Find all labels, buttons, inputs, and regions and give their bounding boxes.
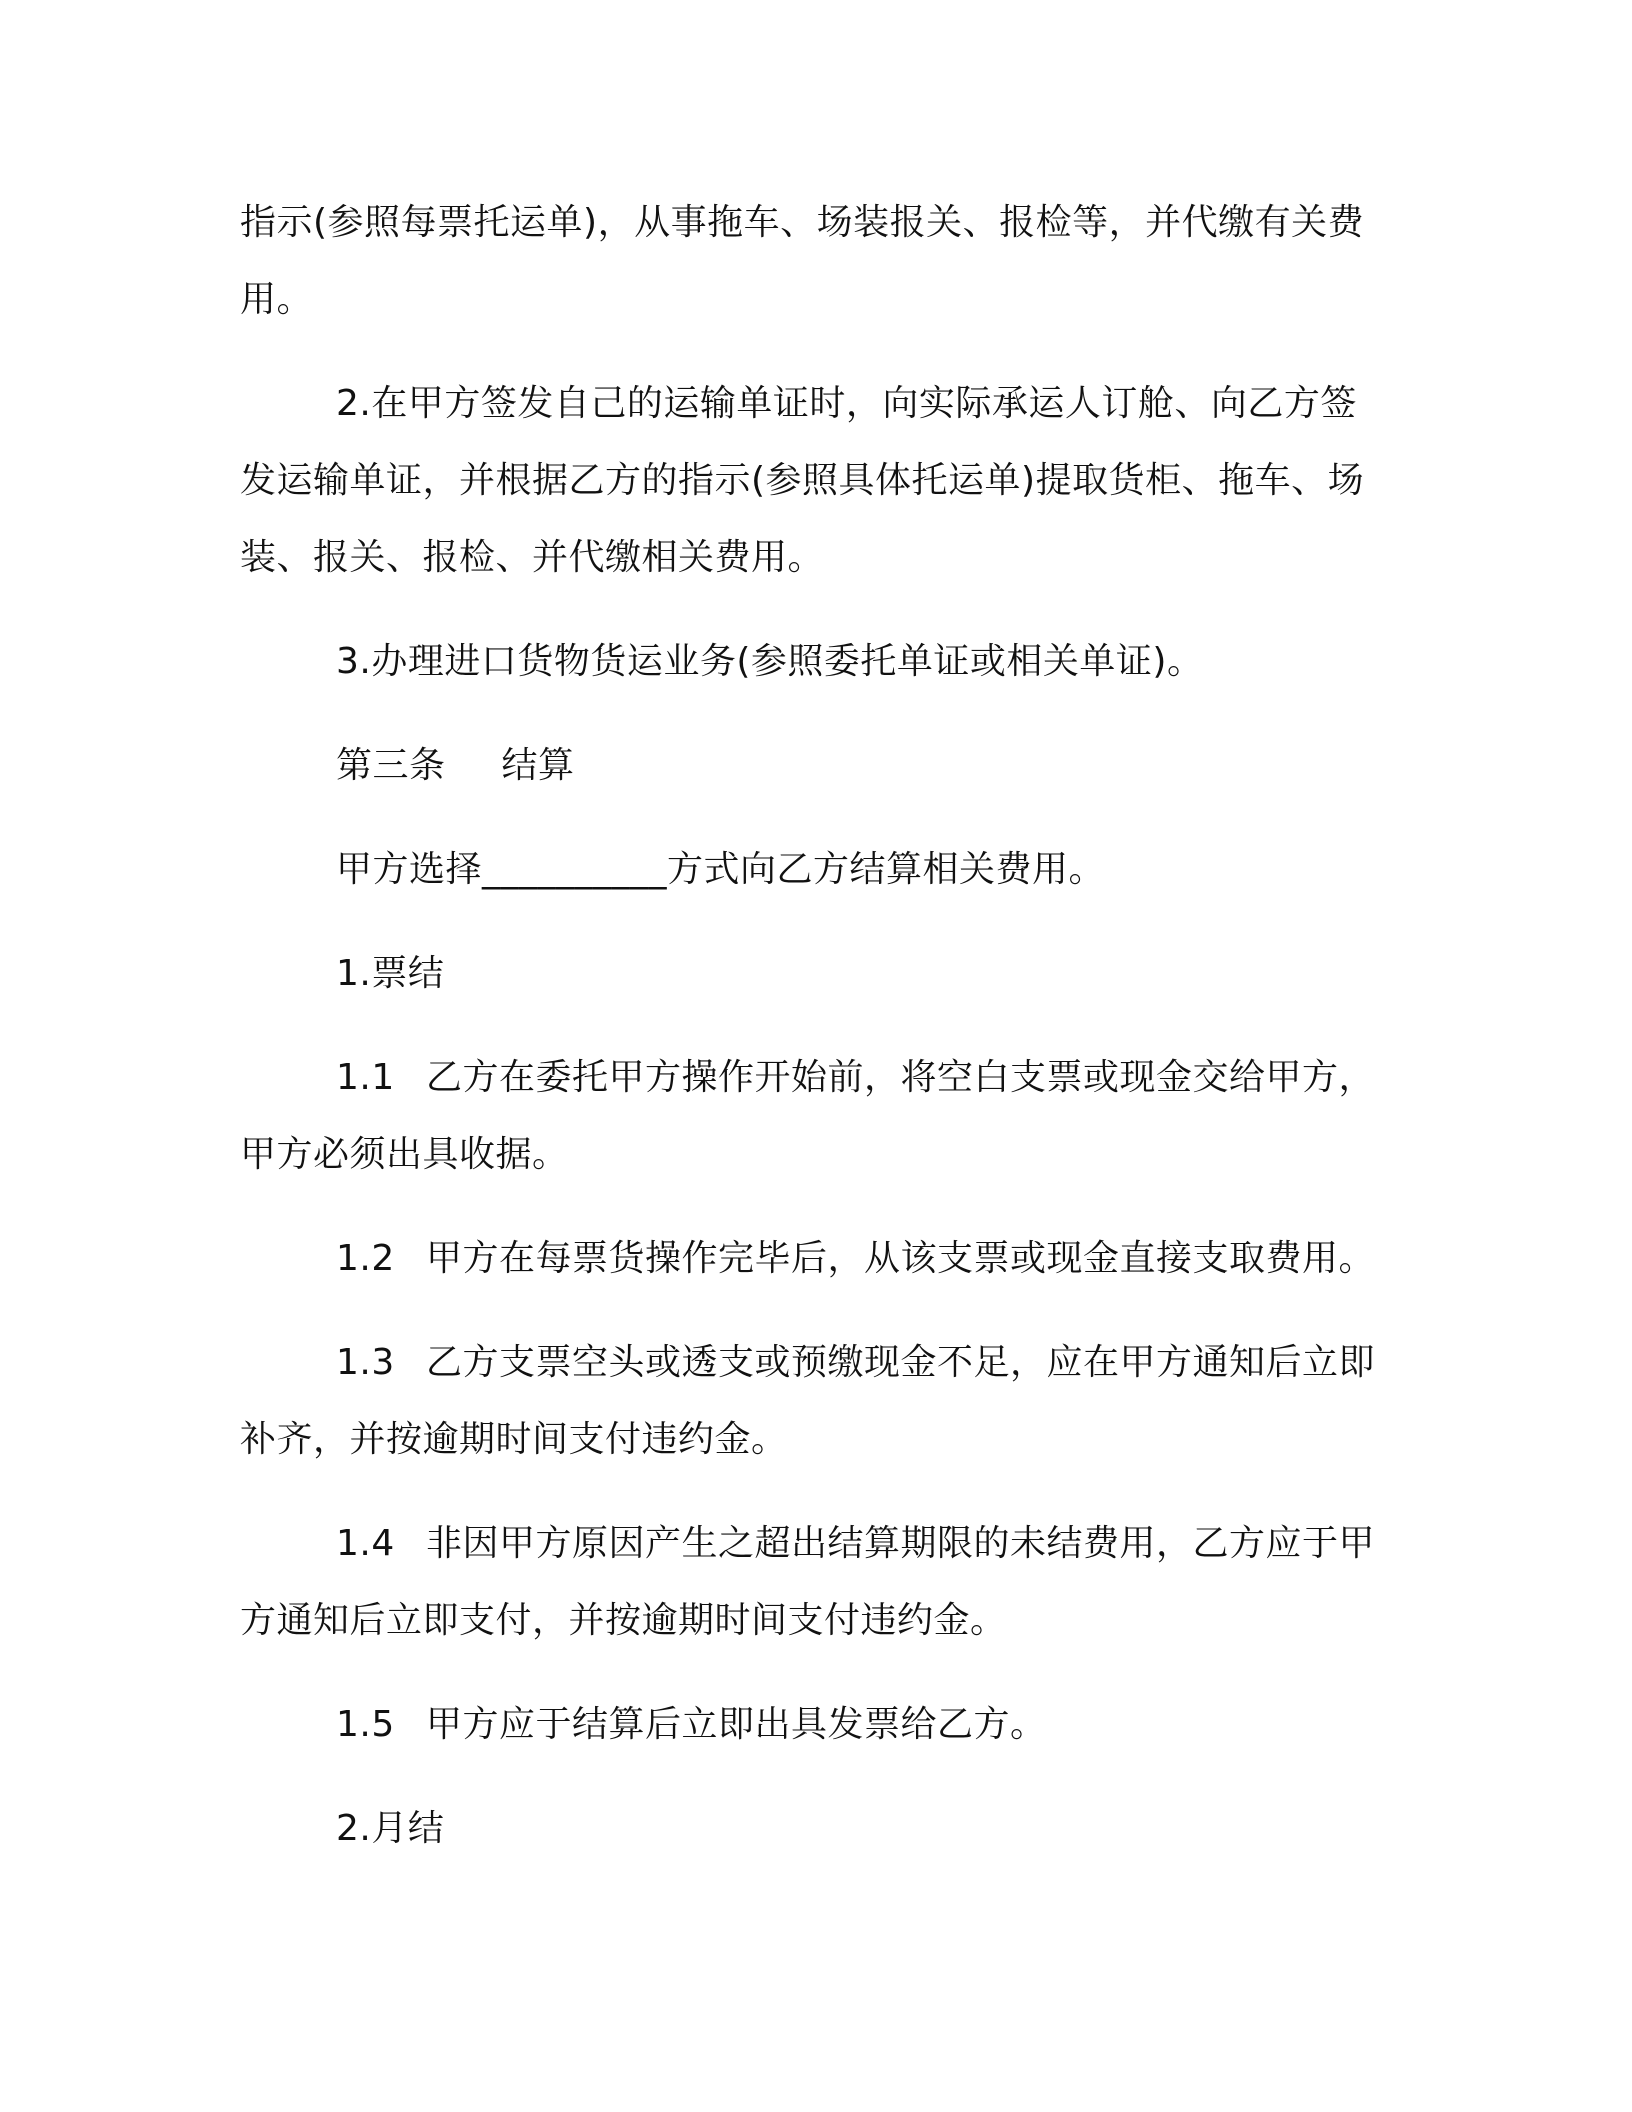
- clause-1-5: [240, 1686, 1380, 1763]
- clause-number: 1.3: [336, 1342, 395, 1383]
- settlement-intro: [240, 831, 1380, 908]
- settlement-method-blank: __________: [482, 849, 668, 890]
- clause-text: 甲方应于结算后立即出具发票给乙方。: [426, 1704, 1047, 1745]
- settlement-intro-before: 甲方选择: [336, 849, 483, 890]
- clause-text: 乙方支票空头或透支或预缴现金不足，应在甲方通知后立即补齐，并按逾期时间支付违约金。: [240, 1342, 1376, 1460]
- section-title-ticket-settlement: 1.票结: [336, 953, 445, 994]
- paragraph-continuation: 指示(参照每票托运单)，从事拖车、场装报关、报检等，并代缴有关费用。: [240, 202, 1365, 320]
- article-number: 第三条: [336, 745, 446, 786]
- clause-text: 非因甲方原因产生之超出结算期限的未结费用，乙方应于甲方通知后立即支付，并按逾期时间支付违约金。: [240, 1523, 1376, 1641]
- clause-1-2: [240, 1220, 1380, 1297]
- paragraph-item-3: 3.办理进口货物货运业务(参照委托单证或相关单证)。: [336, 641, 1204, 682]
- settlement-intro-after: 方式向乙方结算相关费用。: [667, 849, 1106, 890]
- clause-text: 甲方在每票货操作完毕后，从该支票或现金直接支取费用。: [426, 1238, 1376, 1279]
- clause-number: 1.2: [336, 1238, 395, 1279]
- clause-1-1: [240, 1039, 1380, 1193]
- clause-number: 1.1: [336, 1057, 395, 1098]
- document-body: [240, 184, 1380, 1867]
- section-title-monthly-settlement: 2.月结: [336, 1808, 445, 1849]
- clause-text: 乙方在委托甲方操作开始前，将空白支票或现金交给甲方，甲方必须出具收据。: [240, 1057, 1376, 1175]
- article-title: 结算: [501, 745, 575, 786]
- clause-1-3: [240, 1324, 1380, 1478]
- paragraph-item-2: 2.在甲方签发自己的运输单证时，向实际承运人订舱、向乙方签发运输单证，并根据乙方的指示(参照具体托运单)提取货柜、拖车、场装、报关、报检、并代缴相关费用。: [240, 383, 1365, 578]
- clause-number: 1.5: [336, 1704, 395, 1745]
- article-heading: [240, 727, 1380, 804]
- clause-number: 1.4: [336, 1523, 395, 1564]
- clause-1-4: [240, 1505, 1380, 1659]
